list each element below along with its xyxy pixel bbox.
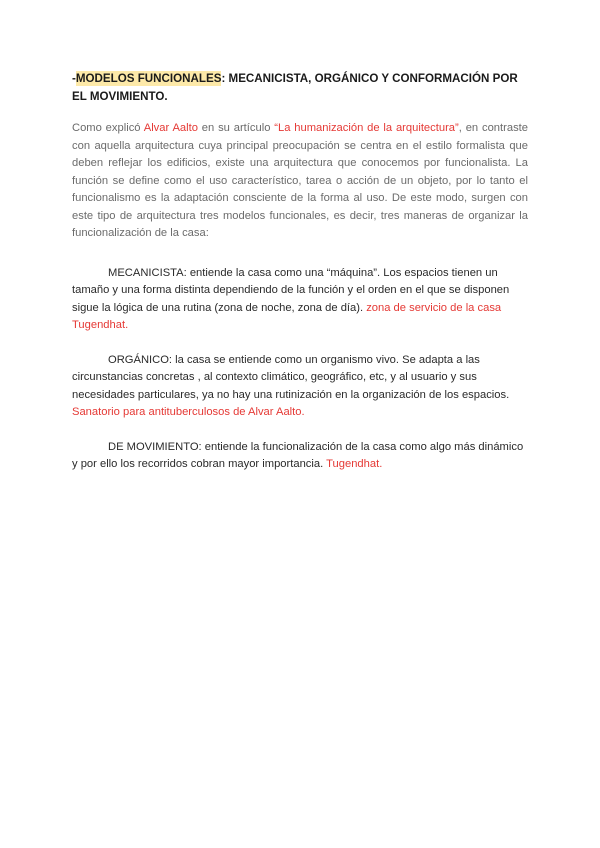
intro-text-2: en su artículo	[197, 122, 275, 134]
model-example: zona de servicio de la casa Tugendhat.	[72, 301, 502, 331]
model-description: DE MOVIMIENTO: entiende la funcionalización de la casa como algo más dinámico y por ello los recorridos cobran mayor importancia.	[72, 440, 524, 470]
document-page	[72, 70, 528, 491]
model-description: ORGÁNICO: la casa se entiende como un organismo vivo. Se adapta a las circunstancias concretas , al contexto climático, geográfico, etc, y al usuario y sus necesidades particulares, ya no hay una rutinización en la organización de los espacios.	[72, 353, 510, 401]
model-mecanicista	[72, 265, 528, 335]
model-example: Tugendhat.	[326, 458, 383, 470]
model-description: MECANICISTA: entiende la casa como una “máquina”. Los espacios tienen un tamaño y una forma distinta dependiendo de la función y el orden en el que se disponen sigue la lógica de una rutina (zona de noche, zona de día).	[72, 266, 510, 314]
intro-text-3: , en contraste con aquella arquitectura cuya principal preocupación se centra en el estilo formalista que deben reflejar los edificios, existe una arquitectura que conocemos por funcionalista. La función se define como el uso característico, tarea o acción de un objeto, por lo tanto el funcionalismo es la adaptación consciente de la forma al uso. De este modo, surgen con este tipo de arquitectura tres modelos funcionales, es decir, tres maneras de organizar la funcionalización de la casa:	[72, 122, 529, 239]
model-example: Sanatorio para antituberculosos de Alvar Aalto.	[72, 406, 305, 418]
heading-prefix: -	[72, 72, 76, 85]
author-name: Alvar Aalto	[143, 122, 198, 134]
section-heading	[72, 70, 528, 106]
intro-text-1: Como explicó	[72, 122, 144, 134]
heading-rest: : MECANICISTA, ORGÁNICO Y CONFORMACIÓN POR EL MOVIMIENTO.	[72, 72, 518, 103]
heading-highlight: MODELOS FUNCIONALES	[75, 72, 222, 85]
intro-paragraph	[72, 120, 528, 243]
article-title: “La humanización de la arquitectura”	[274, 122, 459, 134]
model-organico	[72, 352, 528, 422]
model-movimiento	[72, 439, 528, 474]
